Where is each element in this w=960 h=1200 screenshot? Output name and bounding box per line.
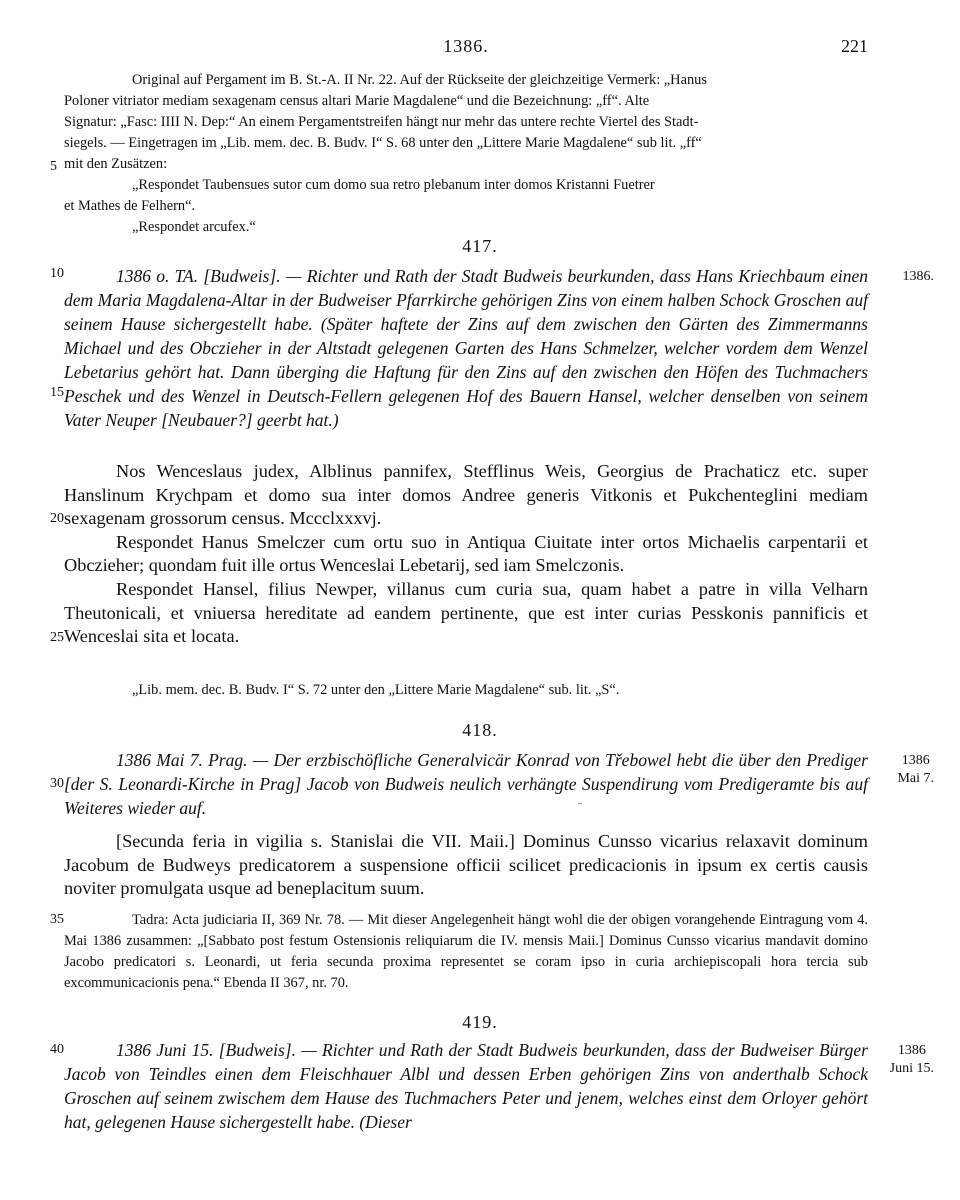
source-note: Tadra: Acta judiciaria II, 369 Nr. 78. — Mit dieser Angelegenheit hängt wohl die der obigen vorangehende Eintragung vom 4. Mai 1386 zusammen: „[Sabbato post festum Ostensionis reliquiarum die IV. mensis Maii.] Dominus Cunsso vicarius mandavit domino Jacobo predicatori s. Leonardi, ut feria secunda proxima representet se coram ipso in curia archiepiscopali hora tercia sub excommunicacionis pena.“ Ebenda II 367, nr. 70.	[64, 912, 868, 991]
regest-text: 1386 Juni 15. [Budweis]. — Richter und Rath der Stadt Budweis beurkunden, dass der Budweiser Bürger Jacob von Teindles einen dem Fleischhauer Albl und dessen Erben gehörigen Zins von anderthalb Schock Groschen auf seinem zwischem dem Hause des Tuchmachers Peter und jenem, welches einst dem Orloyer gehört hat, gelegenen Hause sichergestellt habe. (Dieser	[64, 1040, 868, 1132]
line-number: 5	[50, 159, 57, 174]
latin-paragraph: [Secunda feria in vigilia s. Stanislai die VII. Maii.] Dominus Cunsso vicarius relaxavit dominum Jacobum de Budweys predicatorem a suspensione officii scilicet predicacionis in ipsum ex certis causis noviter promulgata usque ad beneplacitum suum.	[64, 831, 868, 899]
margin-date-year: 1386	[897, 1043, 926, 1058]
margin-date-day: Mai 7.	[897, 771, 934, 786]
margin-date-year: 1386	[901, 753, 930, 768]
text-417	[64, 460, 868, 649]
margin-date	[897, 752, 934, 788]
source-note-417	[64, 680, 868, 701]
intro-quote: „Respondet Taubensues sutor cum domo sua retro plebanum inter domos Kristanni Fuetrer	[132, 177, 655, 193]
intro-line: Original auf Pergament im B. St.-A. II Nr. 22. Auf der Rückseite der gleichzeitige Vermerk: „Hanus	[132, 72, 707, 88]
line-number: 20	[50, 511, 64, 526]
margin-date: 1386.	[902, 269, 934, 284]
regest-text: 1386 Mai 7. Prag. — Der erzbischöfliche Generalvicär Konrad von Třebowel hebt die über den Prediger [der S. Leonardi-Kirche in Prag] Jacob von Budweis neulich verhängte Suspendirung vom Predigeramte bis auf Weiteres wieder auf.	[64, 750, 868, 818]
intro-line: mit den Zusätzen:	[64, 156, 168, 172]
line-number: 10	[50, 266, 64, 281]
source-note: „Lib. mem. dec. B. Budv. I“ S. 72 unter den „Littere Marie Magdalene“ sub. lit. „S“.	[132, 682, 620, 698]
line-number: 25	[50, 630, 64, 645]
text-418	[64, 830, 868, 901]
intro-line: siegels. — Eingetragen im „Lib. mem. dec. B. Budv. I“ S. 68 unter den „Littere Marie Magdalene“ sub lit. „ff“	[64, 135, 702, 151]
source-note-418	[64, 910, 868, 994]
document-number: 419.	[462, 1012, 498, 1032]
page-number: 221	[841, 36, 868, 56]
intro-quote: et Mathes de Felhern“.	[64, 198, 196, 214]
regest-418	[64, 748, 868, 820]
margin-date-day: Juni 15.	[889, 1061, 934, 1076]
header-year: 1386.	[443, 36, 489, 56]
line-number: 35	[50, 912, 64, 927]
intro-quote: „Respondet arcufex.“	[132, 219, 256, 235]
regest-419	[64, 1038, 868, 1134]
margin-date	[890, 1042, 934, 1078]
latin-paragraph: Respondet Hanus Smelczer cum ortu suo in Antiqua Ciuitate inter ortos Michaelis carpentarii et Obczieher; quondam fuit ille ortus Wenceslai Lebetarij, sed iam Smelczonis.	[64, 531, 868, 576]
document-number: 417.	[462, 236, 498, 256]
intro-line: Poloner vitriator mediam sexagenam census altari Marie Magdalene“ und die Bezeichnung: „ff“. Alte	[64, 93, 650, 109]
regest-text: 1386 o. TA. [Budweis]. — Richter und Rath der Stadt Budweis beurkunden, dass Hans Kriechbaum einen dem Maria Magdalena-Altar in der Budweiser Pfarrkirche gehörigen Zins von einem halben Schock Groschen auf seinem Hause sichergestellt habe. (Später haftete der Zins auf dem zwischen den Gärten des Zimmermanns Michael und des Obczieher in der Altstadt gelegenen Garten des Hans Schmelzer, welcher vordem dem Wenzel Lebetarius gehört hat. Dann überging die Haftung für den Zins auf den zwischen den Höfen des Tuchmachers Peschek und des Wenzel in Deutsch-Fellern gelegenen Hof des Bauern Hansel, welcher denselben von seinem Vater Neuper [Neubauer?] geerbt hat.)	[64, 266, 868, 430]
line-number: 15	[50, 385, 64, 400]
intro-note	[64, 70, 868, 238]
page-header	[64, 36, 868, 60]
stray-mark	[578, 803, 582, 804]
latin-paragraph: Nos Wenceslaus judex, Alblinus pannifex, Stefflinus Weis, Georgius de Prachaticz etc. super Hanslinum Krychpam et domo sua inter domos Andree generis Vitkonis et Pukchenteglini mediam sexagenam grossorum census. Mccclxxxvj.	[64, 461, 868, 529]
line-number: 40	[50, 1042, 64, 1057]
document-number: 418.	[462, 720, 498, 740]
latin-paragraph: Respondet Hansel, filius Newper, villanus cum curia sua, quam habet a patre in villa Velharn Theutonicali, et vniuersa hereditate ad eandem pertinente, que est inter curias Pesskonis pannificis et Wenceslai sita et locata.	[64, 578, 868, 647]
intro-line: Signatur: „Fasc: IIII N. Dep:“ An einem Pergamentstreifen hängt nur mehr das untere rechte Viertel des Stadt-	[64, 114, 699, 130]
regest-417	[64, 264, 868, 432]
line-number: 30	[50, 776, 64, 791]
